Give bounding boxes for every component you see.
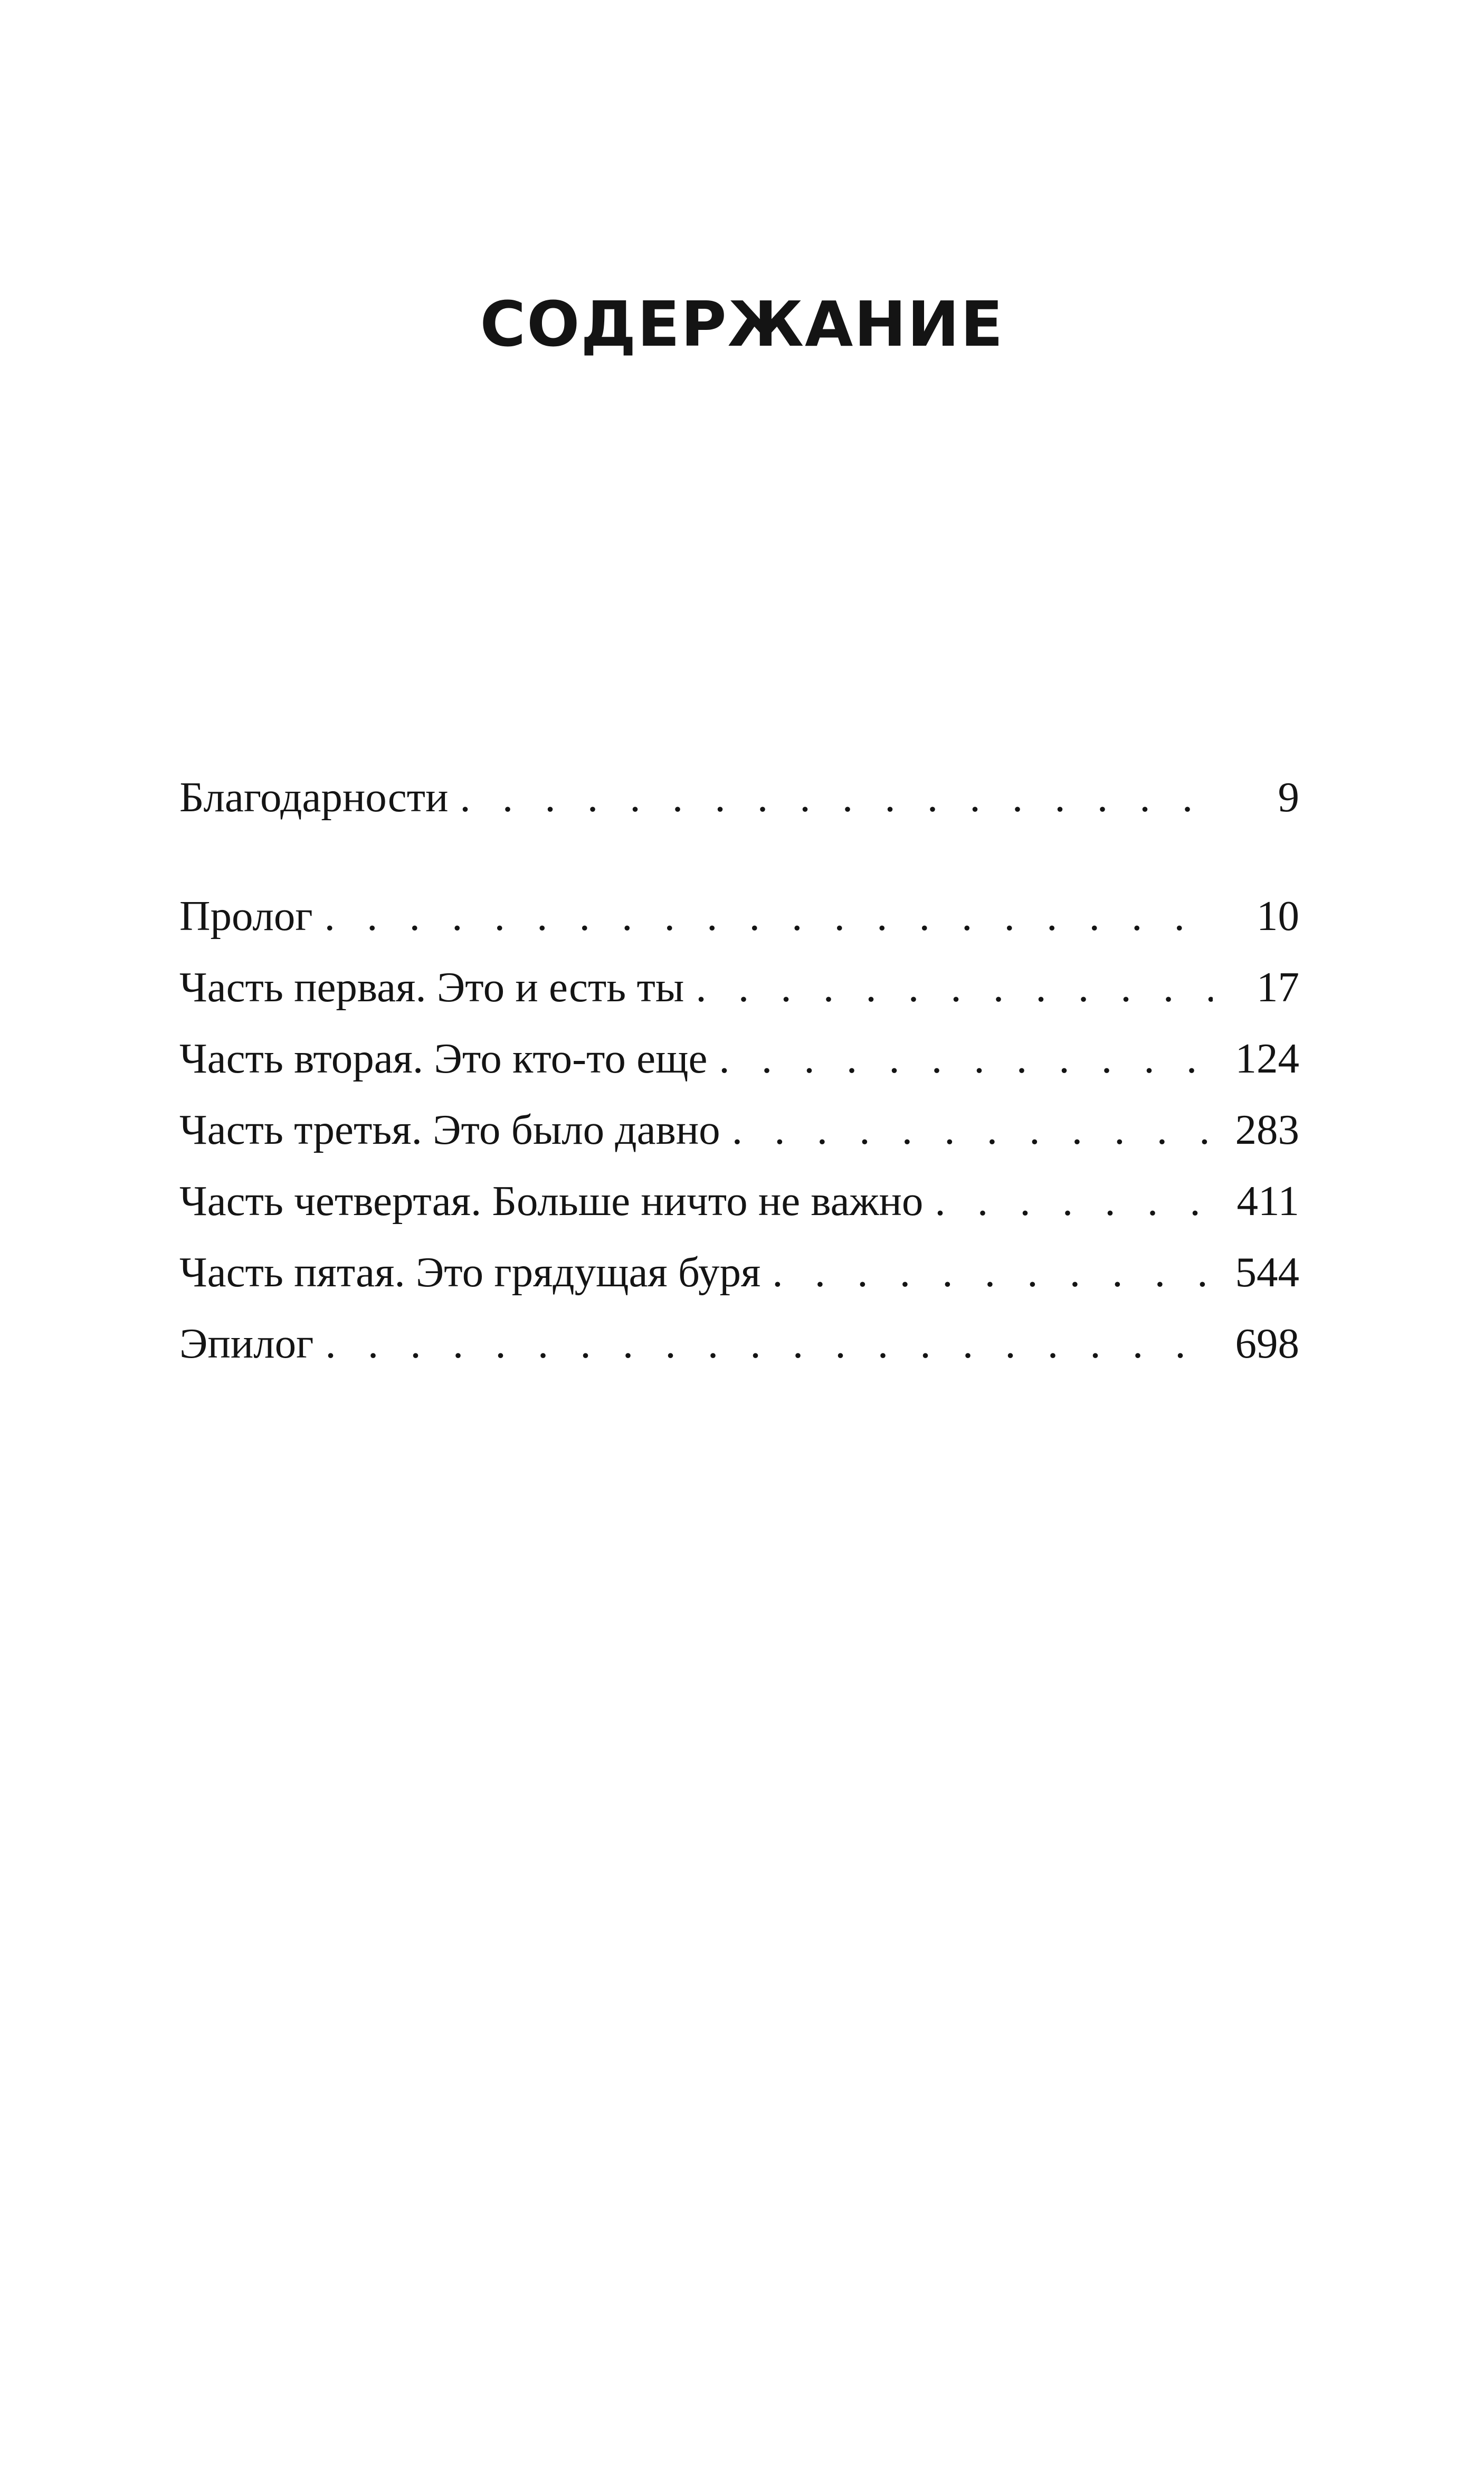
toc-entry-title: Часть четвертая. Больше ничто не важно	[179, 1177, 924, 1225]
page-title: СОДЕРЖАНИЕ	[480, 288, 1004, 361]
toc-entry-title: Часть вторая. Это кто-то еще	[179, 1035, 708, 1082]
toc-entry-page: 283	[1235, 1106, 1299, 1153]
toc-entry-title: Эпилог	[179, 1320, 314, 1367]
toc-entry-part-4[interactable]	[179, 1177, 1299, 1251]
toc-entry-page: 9	[1278, 773, 1299, 821]
toc-entry-page: 698	[1235, 1320, 1299, 1367]
dot-leader	[935, 1180, 1213, 1222]
table-of-contents	[179, 773, 1299, 1393]
toc-entry-prologue[interactable]	[179, 892, 1299, 966]
dot-leader	[325, 895, 1213, 937]
dot-leader	[325, 1322, 1213, 1365]
toc-entry-title: Часть третья. Это было давно	[179, 1106, 720, 1153]
toc-entry-page: 10	[1257, 892, 1299, 940]
toc-entry-acknowledgements[interactable]	[179, 773, 1299, 847]
toc-entry-part-5[interactable]	[179, 1248, 1299, 1322]
toc-entry-part-2[interactable]	[179, 1037, 1299, 1108]
dot-leader	[732, 1108, 1213, 1151]
toc-entry-part-3[interactable]	[179, 1108, 1299, 1180]
toc-entry-part-1[interactable]	[179, 963, 1299, 1037]
dot-leader	[696, 966, 1213, 1009]
dot-leader	[772, 1251, 1213, 1294]
toc-entry-page: 17	[1257, 963, 1299, 1011]
toc-entry-page: 124	[1235, 1035, 1299, 1082]
toc-entry-page: 544	[1235, 1248, 1299, 1296]
toc-entry-epilogue[interactable]	[179, 1322, 1299, 1393]
toc-entry-title: Часть пятая. Это грядущая буря	[179, 1248, 761, 1296]
toc-entry-title: Благодарности	[179, 773, 449, 821]
toc-entry-title: Пролог	[179, 892, 313, 940]
dot-leader	[460, 776, 1213, 819]
toc-entry-page: 411	[1236, 1177, 1299, 1225]
toc-entry-title: Часть первая. Это и есть ты	[179, 963, 684, 1011]
dot-leader	[719, 1037, 1213, 1080]
